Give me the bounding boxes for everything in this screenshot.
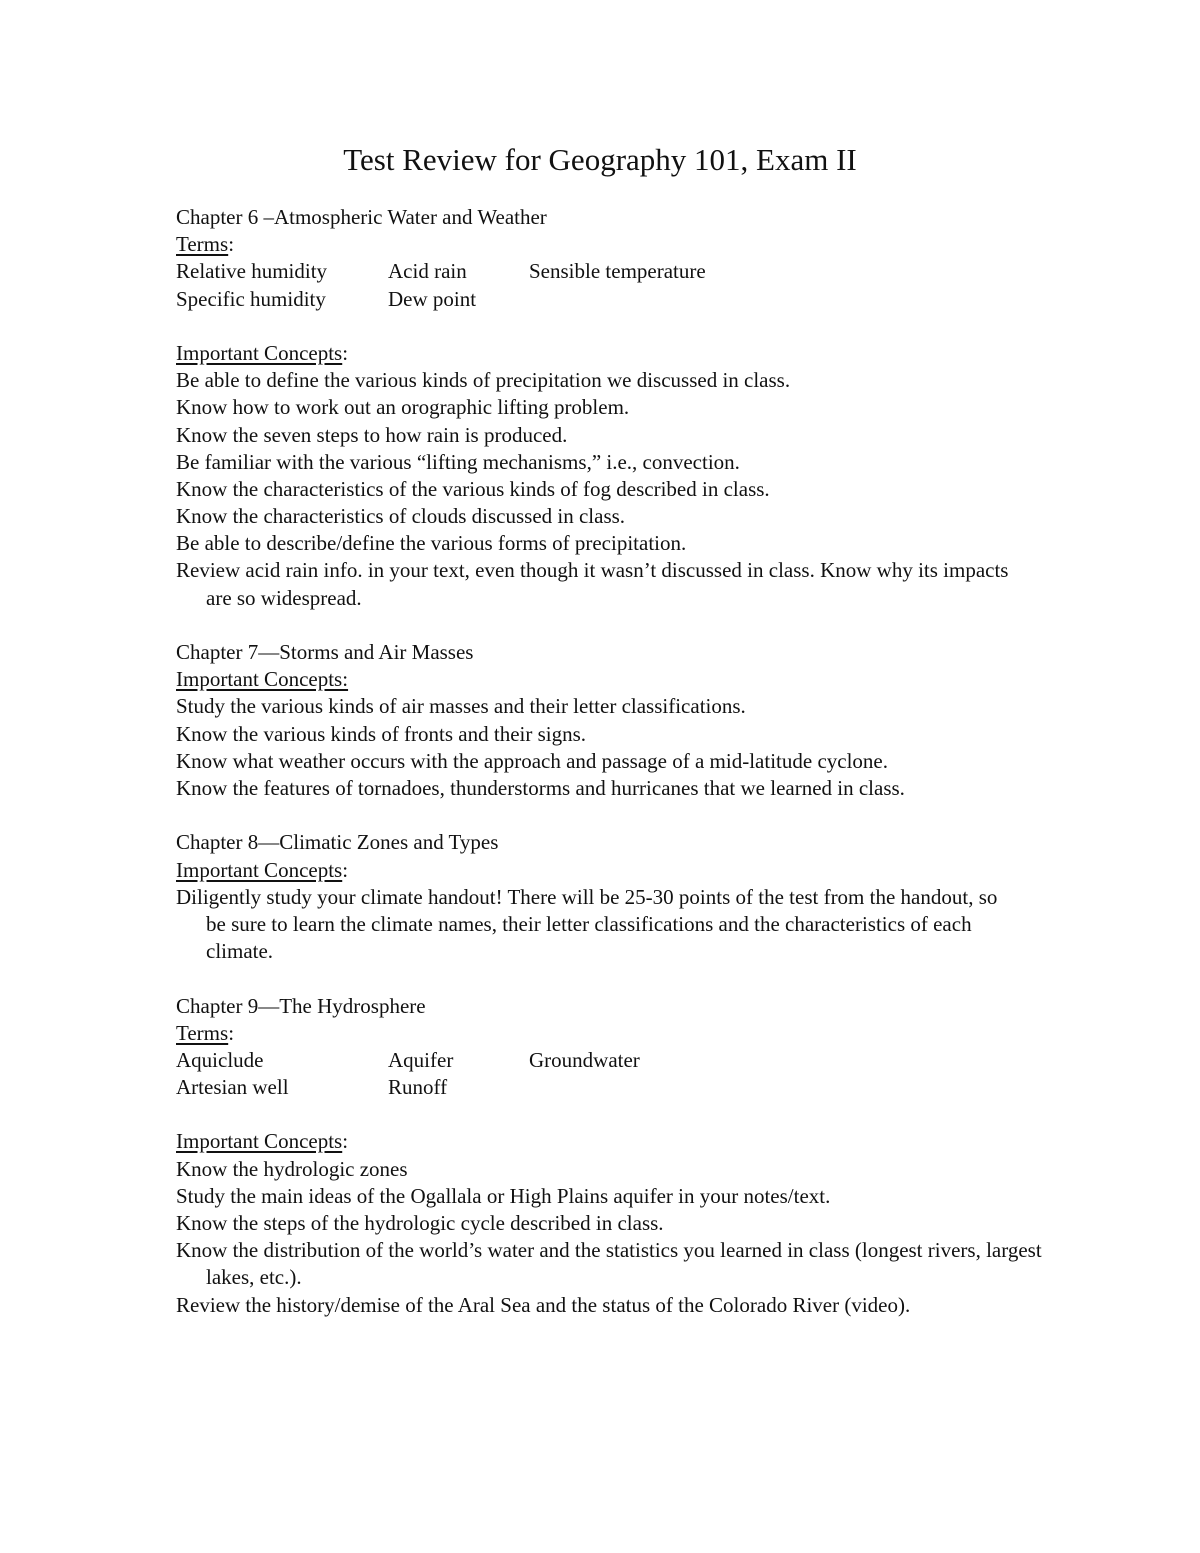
concept-item: Be able to define the various kinds of precipitation we discussed in class. xyxy=(176,368,791,393)
concepts-label-colon: : xyxy=(342,340,349,365)
concept-item: Know the characteristics of clouds discussed in class. xyxy=(176,504,626,529)
chapter-6-section xyxy=(176,204,1036,612)
concept-item: Know the steps of the hydrologic cycle described in class. xyxy=(176,1211,664,1236)
concept-item: Know what weather occurs with the approach and passage of a mid-latitude cyclone. xyxy=(176,748,888,773)
concept-item: Know the hydrologic zones xyxy=(176,1156,408,1181)
term: Dew point xyxy=(388,286,477,311)
chapter-6-terms-row xyxy=(176,286,1036,313)
term: Runoff xyxy=(388,1075,448,1100)
chapter-6-concepts-label xyxy=(176,340,1036,367)
terms-label-text: Terms xyxy=(176,1020,229,1045)
concept-item: Study the main ideas of the Ogallala or High Plains aquifer in your notes/text. xyxy=(176,1183,831,1208)
term xyxy=(529,286,829,313)
term: Groundwater xyxy=(529,1047,640,1072)
chapter-9-heading: Chapter 9—The Hydrosphere xyxy=(176,993,426,1018)
concept-item: Know the seven steps to how rain is produced. xyxy=(176,422,568,447)
term: Aquiclude xyxy=(176,1047,264,1072)
concepts-label-text: Important Concepts xyxy=(176,340,343,365)
chapter-9-terms-row xyxy=(176,1074,1036,1101)
term: Specific humidity xyxy=(176,286,326,311)
chapter-7-section xyxy=(176,639,1036,802)
chapter-9-section xyxy=(176,993,1042,1319)
concepts-label-colon: : xyxy=(342,857,349,882)
chapter-6-terms-label xyxy=(176,231,1036,258)
document-title: Test Review for Geography 101, Exam II xyxy=(343,142,857,177)
chapter-6-heading: Chapter 6 –Atmospheric Water and Weather xyxy=(176,205,547,229)
concept-item: Know the various kinds of fronts and their signs. xyxy=(176,721,587,746)
term xyxy=(529,1074,829,1101)
concepts-label-text: Important Concepts xyxy=(176,857,343,882)
concept-item: Know how to work out an orographic lifting problem. xyxy=(176,395,630,420)
concept-item: Know the features of tornadoes, thunderstorms and hurricanes that we learned in class. xyxy=(176,775,905,800)
terms-label-text: Terms xyxy=(176,232,229,257)
concept-item: Review acid rain info. in your text, even though it wasn’t discussed in class. Know why its impacts are so widespread. xyxy=(176,558,1009,610)
concept-item: Be able to describe/define the various forms of precipitation. xyxy=(176,531,687,556)
chapter-8-section xyxy=(176,829,1036,965)
concept-item: Be familiar with the various “lifting mechanisms,” i.e., convection. xyxy=(176,449,740,474)
chapter-7-heading: Chapter 7—Storms and Air Masses xyxy=(176,640,474,665)
concept-item: Review the history/demise of the Aral Sea and the status of the Colorado River (video). xyxy=(176,1292,911,1317)
term: Relative humidity xyxy=(176,259,328,284)
concepts-label-text: Important Concepts: xyxy=(176,667,349,692)
term: Acid rain xyxy=(388,259,467,284)
concept-item: Know the distribution of the world’s water and the statistics you learned in class (longest rivers, largest lakes, etc.). xyxy=(176,1238,1042,1290)
terms-label-colon: : xyxy=(228,1020,235,1045)
terms-label-colon: : xyxy=(228,232,235,257)
document-body xyxy=(176,204,1042,1319)
term: Artesian well xyxy=(176,1075,289,1100)
chapter-9-terms-label xyxy=(176,1020,1036,1047)
chapter-9-concepts-label xyxy=(176,1128,1036,1155)
concept-item: Know the characteristics of the various kinds of fog described in class. xyxy=(176,476,770,501)
chapter-8-heading: Chapter 8—Climatic Zones and Types xyxy=(176,830,499,855)
concepts-label-colon: : xyxy=(342,1129,349,1154)
chapter-6-terms-row xyxy=(176,258,1036,285)
concept-item: Diligently study your climate handout! There will be 25-30 points of the test from the handout, so be sure to learn the climate names, their letter classifications and the characteristics of each climate. xyxy=(176,884,998,964)
chapter-9-terms-row xyxy=(176,1047,1036,1074)
concepts-label-text: Important Concepts xyxy=(176,1129,343,1154)
concept-item: Study the various kinds of air masses and their letter classifications. xyxy=(176,694,746,719)
term: Sensible temperature xyxy=(529,259,706,284)
chapter-7-concepts-label xyxy=(176,666,1036,693)
chapter-8-concepts-label xyxy=(176,857,1036,884)
term: Aquifer xyxy=(388,1047,454,1072)
